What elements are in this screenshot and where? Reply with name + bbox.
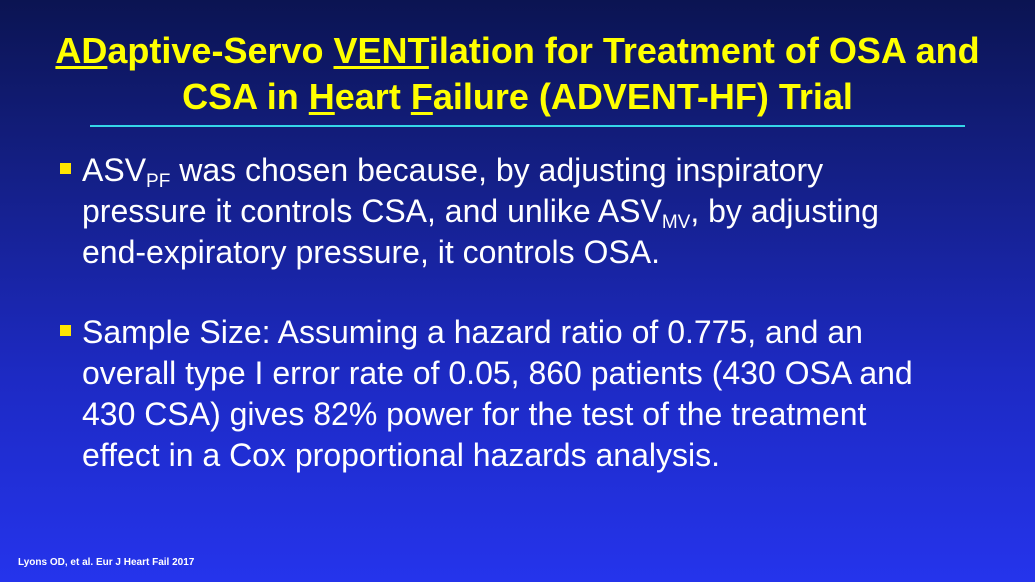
title-text: eart [334, 76, 411, 117]
bullet-line: Sample Size: Assuming a hazard ratio of 0.775, and an [82, 314, 863, 350]
subscript-mv: MV [661, 212, 691, 233]
bullet-text [82, 150, 1002, 273]
bullet-text [82, 312, 1002, 476]
bullet-line: 430 CSA) gives 82% power for the test of the treatment [82, 396, 867, 432]
citation: Lyons OD, et al. Eur J Heart Fail 2017 [18, 557, 195, 568]
title-divider [90, 125, 965, 127]
slide-title [0, 28, 1035, 120]
title-underlined-vent: VENT [333, 30, 429, 71]
bullet-line [82, 191, 1002, 232]
bullet-line-text: pressure it controls CSA, and unlike ASV [82, 193, 662, 229]
bullet-line-text: , by adjusting [690, 193, 879, 229]
square-bullet-icon [60, 163, 71, 174]
bullet-line: overall type I error rate of 0.05, 860 patients (430 OSA and [82, 355, 913, 391]
title-underlined-f: F [410, 76, 433, 117]
title-text: aptive-Servo [107, 30, 334, 71]
title-underlined-ad: AD [55, 30, 108, 71]
title-text: ailure (ADVENT-HF) Trial [432, 76, 853, 117]
subscript-pf: PF [146, 171, 171, 192]
text-asv: ASV [82, 152, 147, 188]
bullet-sample-size [60, 312, 1000, 482]
title-text: CSA in [182, 76, 309, 117]
title-line-1 [0, 28, 1035, 74]
bullet-line: end-expiratory pressure, it controls OSA. [82, 234, 661, 270]
square-bullet-icon [60, 325, 71, 336]
title-underlined-h: H [308, 76, 335, 117]
bullet-line-text: was chosen because, by adjusting inspiratory [170, 152, 824, 188]
title-line-2 [0, 74, 1035, 120]
bullet-line [82, 150, 1002, 191]
bullet-asv-rationale [60, 150, 1000, 280]
bullet-line: effect in a Cox proportional hazards analysis. [82, 437, 720, 473]
title-text: ilation for Treatment of OSA and [428, 30, 980, 71]
